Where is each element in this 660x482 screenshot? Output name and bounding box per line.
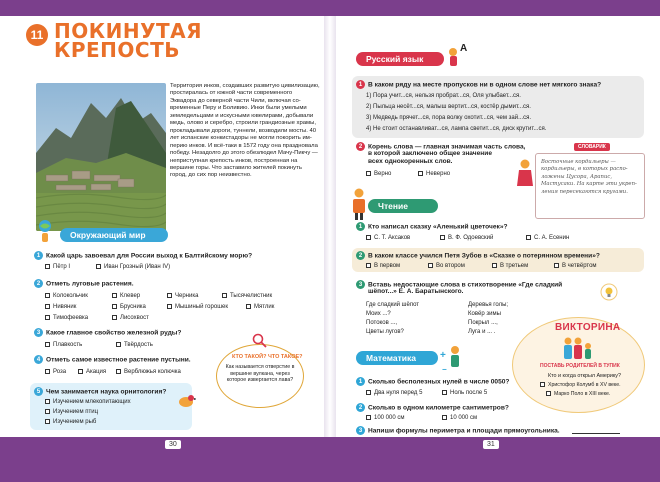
world-q2-opt[interactable] xyxy=(222,292,272,300)
svg-text:A: A xyxy=(460,43,468,54)
checkbox[interactable] xyxy=(78,369,83,374)
world-q4-text: Отметь самое известное растение пустыни. xyxy=(46,356,191,364)
world-q2 xyxy=(34,279,134,288)
checkbox[interactable] xyxy=(45,419,50,424)
russian-q1-line3: 3) Медведь прячет...ся, пора волку охотит...ся, чем зай...ся. xyxy=(366,115,531,121)
checkbox[interactable] xyxy=(116,342,121,347)
globe-kid-icon xyxy=(36,218,54,244)
opt-label: Изучением рыб xyxy=(53,419,97,425)
quiz-opt2[interactable] xyxy=(546,391,610,397)
russian-q1-number: 1 xyxy=(356,80,365,89)
world-q2-opt[interactable] xyxy=(45,292,88,300)
reading-q2-opt4[interactable] xyxy=(554,262,597,270)
checkbox[interactable] xyxy=(440,235,445,240)
russian-q1-line2: 2) Пыльца несёт...ся, малыш вертит...ся, костёр дымит...ся. xyxy=(366,104,531,110)
checkbox[interactable] xyxy=(45,264,50,269)
checkbox[interactable] xyxy=(366,390,371,395)
world-q4-opt1[interactable] xyxy=(45,368,66,376)
checkbox[interactable] xyxy=(418,171,423,176)
russian-q2-l3: всех однокоренных слов. xyxy=(368,158,453,165)
machu-picchu-image xyxy=(36,83,166,231)
world-q2-text: Отметь луговые растения. xyxy=(46,280,134,288)
intro-text: Территория инков, создавших развитую цивилизацию, простиралась от южной части современного Эквадора до северной части Чили, включая современные Перу и Боливию. Инки были умелыми земледельцами и искусными ювелирами, добывали медь, олово и серебро, строили грандиозные храмы, прокладывали дороги, туннели, возводили мосты. 40 лет испанские конкистадоры не могли покорить империю инков. И всё-таки в 1572 году она праздновала победу. Незадолго до этого обезлюдел Мачу-Пикчу — неприступная крепость инков, построенная на вершине горы. Что заставило жителей покинуть город, до сих пор неизвестно. xyxy=(170,83,320,179)
lesson-title xyxy=(54,19,203,62)
poem-left-4: Цветы лугов? xyxy=(366,329,404,335)
svg-text:+: + xyxy=(440,350,446,361)
world-q3-text: Какое главное свойство железной руды? xyxy=(46,329,182,337)
opt-label: С. А. Есенин xyxy=(534,235,570,241)
quiz-question: Кто и когда открыл Америку? xyxy=(548,373,621,379)
glossary-text: Восточные кордильеры — кордильеры, в которых расположены Цусора, Арапис, Мастусаки. На карте эти укрепления пересекаются кругами. xyxy=(541,159,637,195)
world-q2-opt[interactable] xyxy=(167,292,198,300)
checkbox[interactable] xyxy=(366,263,371,268)
math-q3-number: 3 xyxy=(356,426,365,435)
checkbox[interactable] xyxy=(45,369,50,374)
quiz-opt1[interactable] xyxy=(540,382,621,388)
math-q2-opt2[interactable] xyxy=(442,414,477,422)
opt-label: 100 000 см xyxy=(374,415,405,421)
world-q4-opt2[interactable] xyxy=(78,368,106,376)
lightbulb-icon xyxy=(600,283,618,301)
world-q1 xyxy=(34,251,252,260)
world-q5-text: Чем занимается наука орнитология? xyxy=(46,388,167,396)
world-q2-opt[interactable] xyxy=(45,303,76,311)
world-q5-number: 5 xyxy=(34,387,43,396)
reading-q2-opt2[interactable] xyxy=(428,262,465,270)
checkbox[interactable] xyxy=(366,171,371,176)
reading-kid-icon xyxy=(350,187,368,221)
checkbox[interactable] xyxy=(45,409,50,414)
opt-label: Акация xyxy=(86,369,107,375)
reading-q2-number: 2 xyxy=(356,251,365,260)
reading-q1 xyxy=(356,222,508,231)
opt-label: Ноль после 5 xyxy=(450,390,488,396)
checkbox[interactable] xyxy=(112,315,117,320)
world-q2-opt[interactable] xyxy=(167,303,228,311)
opt-label: Пётр I xyxy=(53,264,71,270)
opt-label: В. Ф. Одоевский xyxy=(448,235,494,241)
reading-q3-text-l1: Вставь недостающие слова в стихотворение «Где сладкий xyxy=(368,281,563,289)
checkbox[interactable] xyxy=(45,304,50,309)
bird-icon xyxy=(176,390,196,410)
math-kid-icon xyxy=(440,344,462,374)
poem-left-3: Потоков ..., xyxy=(366,320,398,326)
checkbox[interactable] xyxy=(546,391,551,396)
opt-label: С. Т. Аксаков xyxy=(374,235,411,241)
opt-label: Черника xyxy=(175,293,199,299)
opt-label: Клевер xyxy=(120,293,141,299)
girl-icon xyxy=(516,158,534,190)
opt-label: Тимофеевка xyxy=(53,315,89,321)
opt-label: Лисохвост xyxy=(120,315,149,321)
checkbox[interactable] xyxy=(540,382,545,387)
world-q1-number: 1 xyxy=(34,251,43,260)
letter-a-kid-icon xyxy=(446,40,474,70)
checkbox[interactable] xyxy=(526,235,531,240)
world-q1-opt1[interactable] xyxy=(45,263,70,271)
world-q3 xyxy=(34,328,181,337)
section-world-label: Окружающий мир xyxy=(70,230,146,240)
world-q2-opt[interactable] xyxy=(112,292,140,300)
russian-q1-line1: 1) Пора учит...ся, нельзя пробрат...ся, Оля улыбает...ся. xyxy=(366,93,521,99)
poem-left-1: Где сладкий шёпот xyxy=(366,302,420,308)
poem-left-2: Моих ...? xyxy=(366,311,391,317)
section-math-header xyxy=(356,351,438,365)
world-q2-number: 2 xyxy=(34,279,43,288)
lesson-number-badge: 11 xyxy=(26,24,48,46)
quiz-title: ВИКТОРИНА xyxy=(555,322,621,333)
checkbox[interactable] xyxy=(167,293,172,298)
opt-label: 10 000 см xyxy=(450,415,478,421)
reading-q1-opt1[interactable] xyxy=(366,234,410,242)
russian-q2-opt2[interactable] xyxy=(418,170,450,178)
section-reading-label: Чтение xyxy=(378,201,408,211)
opt-label: Брусника xyxy=(120,304,146,310)
opt-label: В первом xyxy=(374,263,401,269)
opt-label: Иван Грозный (Иван IV) xyxy=(104,264,171,270)
math-q1-opt2[interactable] xyxy=(442,389,487,397)
world-q1-opt2[interactable] xyxy=(96,263,170,271)
checkbox[interactable] xyxy=(366,415,371,420)
math-q2-opt1[interactable] xyxy=(366,414,404,422)
russian-q2-text-l1: Корень слова — главная значимая часть слова, xyxy=(368,143,526,151)
opt-label: Неверно xyxy=(426,171,451,177)
poem-right-3: Покрыл ..., xyxy=(468,320,498,326)
opt-label: Христофор Колумб в XV веке. xyxy=(548,382,621,388)
checkbox[interactable] xyxy=(45,342,50,347)
world-q4-number: 4 xyxy=(34,355,43,364)
bottom-band xyxy=(0,437,660,482)
checkbox[interactable] xyxy=(554,263,559,268)
opt-label: Изучением птиц xyxy=(53,409,99,415)
reading-q3-l2: шёпот...» Е. А. Баратынского. xyxy=(368,288,464,295)
world-q5 xyxy=(34,387,166,396)
svg-text:−: − xyxy=(442,365,447,374)
math-q1 xyxy=(356,377,509,386)
russian-q1-line4: 4) Не стоит останавливат...ся, лампа светит...ся, диск крутит...ся. xyxy=(366,126,547,132)
math-q3-answer-line[interactable] xyxy=(572,433,620,434)
opt-label: Два нуля перед 5 xyxy=(374,390,423,396)
reading-q1-opt2[interactable] xyxy=(440,234,493,242)
russian-q2-l2: в которой заключено общее значение xyxy=(368,150,493,157)
world-q2-opt[interactable] xyxy=(246,303,274,311)
section-russian-header xyxy=(356,52,444,66)
math-q2-text: Сколько в одном километре сантиметров? xyxy=(368,404,509,412)
checkbox[interactable] xyxy=(112,293,117,298)
checkbox[interactable] xyxy=(442,415,447,420)
world-q2-opt[interactable] xyxy=(112,314,149,322)
checkbox[interactable] xyxy=(442,390,447,395)
checkbox[interactable] xyxy=(366,235,371,240)
reading-q1-number: 1 xyxy=(356,222,365,231)
math-q1-text: Сколько бесполезных нулей в числе 0050? xyxy=(368,378,510,386)
opt-label: Изучением млекопитающих xyxy=(53,399,131,405)
checkbox[interactable] xyxy=(45,399,50,404)
math-q2-number: 2 xyxy=(356,403,365,412)
russian-q1-text: В каком ряду на месте пропусков ни в одном слове нет мягкого знака? xyxy=(368,81,602,89)
opt-label: Нивяник xyxy=(53,304,77,310)
world-q4-opt3[interactable] xyxy=(116,368,181,376)
opt-label: Верблюжья колючка xyxy=(124,369,181,375)
book-gutter xyxy=(324,16,336,437)
math-q1-number: 1 xyxy=(356,377,365,386)
world-q5-opt2[interactable] xyxy=(45,408,98,416)
world-q5-opt1[interactable] xyxy=(45,398,131,406)
magnifier-icon xyxy=(252,333,268,349)
checkbox[interactable] xyxy=(45,315,50,320)
poem-right-4: Луга и ... . xyxy=(468,329,496,335)
opt-label: Мышиный горошек xyxy=(175,304,228,310)
opt-label: Роза xyxy=(53,369,67,375)
reading-q2 xyxy=(356,251,600,260)
opt-label: Во втором xyxy=(436,263,465,269)
world-q5-opt3[interactable] xyxy=(45,418,96,426)
section-reading-header xyxy=(368,199,438,213)
math-q1-opt1[interactable] xyxy=(366,389,422,397)
reading-q3-number: 3 xyxy=(356,280,365,289)
opt-label: Плавкость xyxy=(53,342,83,348)
reading-q2-opt1[interactable] xyxy=(366,262,400,270)
russian-q2-opt1[interactable] xyxy=(366,170,391,178)
world-q2-opt[interactable] xyxy=(45,314,88,322)
opt-label: Тысячелистник xyxy=(230,293,273,299)
checkbox[interactable] xyxy=(96,264,101,269)
opt-label: В четвёртом xyxy=(562,263,597,269)
world-q3-opt1[interactable] xyxy=(45,341,82,349)
poem-right-2: Ковёр зимы xyxy=(468,311,501,317)
math-q2 xyxy=(356,403,509,412)
family-icon xyxy=(562,336,594,362)
section-math-label: Математика xyxy=(366,353,416,363)
callout-title: КТО ТАКОЙ? ЧТО ТАКОЕ? xyxy=(232,354,303,360)
checkbox[interactable] xyxy=(222,293,227,298)
callout-text: Как называется отверстие в вершине вулкана, через которое извергается лава? xyxy=(225,364,295,384)
math-q3 xyxy=(356,426,560,435)
checkbox[interactable] xyxy=(45,293,50,298)
quiz-subtitle: ПОСТАВЬ РОДИТЕЛЕЙ В ТУПИК xyxy=(540,363,620,369)
opt-label: В третьем xyxy=(500,263,529,269)
russian-q2-number: 2 xyxy=(356,142,365,151)
checkbox[interactable] xyxy=(246,304,251,309)
world-q3-opt2[interactable] xyxy=(116,341,153,349)
world-q1-text: Какой царь завоевал для России выход к Балтийскому морю? xyxy=(46,252,253,260)
title-line-2: КРЕПОСТЬ xyxy=(54,38,180,62)
world-q2-opt[interactable] xyxy=(112,303,146,311)
checkbox[interactable] xyxy=(116,369,121,374)
checkbox[interactable] xyxy=(167,304,172,309)
opt-label: Твёрдость xyxy=(124,342,153,348)
page-number-left: 30 xyxy=(165,440,181,449)
opt-label: Колокольчик xyxy=(53,293,88,299)
poem-right-1: Деревья голы; xyxy=(468,302,509,308)
glossary-tag: СЛОВАРИК xyxy=(574,143,610,151)
checkbox[interactable] xyxy=(112,304,117,309)
russian-q1 xyxy=(356,80,601,89)
section-russian-label: Русский язык xyxy=(366,54,424,64)
page-number-right: 31 xyxy=(483,440,499,449)
title-line-1: ПОКИНУТАЯ xyxy=(54,19,203,43)
math-q3-text: Напиши формулы периметра и площади прямоугольника. xyxy=(368,427,560,435)
reading-q2-text: В каком классе учился Петя Зубов в «Сказке о потерянном времени»? xyxy=(368,252,600,260)
section-world-header xyxy=(60,228,168,242)
reading-q1-text: Кто написал сказку «Аленький цветочек»? xyxy=(368,223,508,231)
machu-picchu-photo xyxy=(36,83,166,231)
opt-label: Марко Поло в XIII веке. xyxy=(554,391,611,397)
top-band xyxy=(0,0,660,16)
world-q4 xyxy=(34,355,191,364)
checkbox[interactable] xyxy=(492,263,497,268)
world-q3-number: 3 xyxy=(34,328,43,337)
reading-q2-opt3[interactable] xyxy=(492,262,528,270)
opt-label: Мятлик xyxy=(254,304,275,310)
reading-q1-opt3[interactable] xyxy=(526,234,569,242)
checkbox[interactable] xyxy=(428,263,433,268)
opt-label: Верно xyxy=(374,171,392,177)
